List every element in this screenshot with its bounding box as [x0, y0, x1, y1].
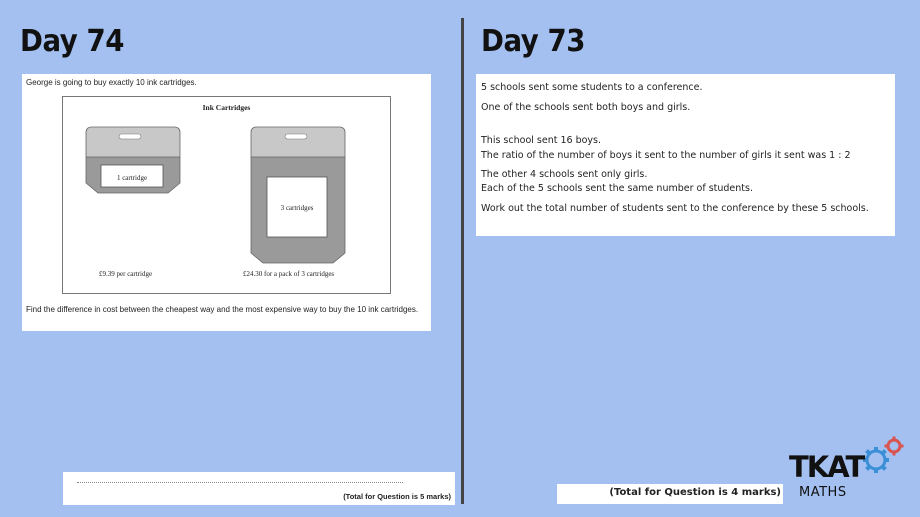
question-text: Find the difference in cost between the cheapest way and the most expensive way to buy the 10 ink cartridges. [26, 305, 419, 314]
answer-line [77, 482, 403, 483]
answer-area-day-73 [557, 484, 783, 504]
divider [461, 18, 464, 504]
tkat-maths-logo [789, 432, 914, 507]
ink-cartridges-diagram [62, 96, 391, 294]
answer-area-day-74 [63, 472, 455, 505]
question-line: This school sent 16 boys. [481, 135, 602, 146]
small-pack-icon [86, 127, 180, 193]
diagram-title: Ink Cartridges [202, 103, 251, 112]
question-line: The ratio of the number of boys it sent to the number of girls it sent was 1 : 2 [481, 150, 851, 161]
question-line: 5 schools sent some students to a conference. [481, 82, 703, 93]
question-card-day-74 [22, 74, 431, 331]
question-line: One of the schools sent both boys and girls. [481, 102, 691, 113]
large-pack-icon [251, 127, 345, 263]
day-74-title: Day 74 [20, 24, 124, 59]
logo-subtitle: MATHS [799, 485, 847, 500]
logo-name: TKAT [789, 450, 864, 484]
question-line: Each of the 5 schools sent the same number of students. [481, 183, 753, 194]
question-line: Work out the total number of students sent to the conference by these 5 schools. [481, 203, 869, 214]
total-marks-day-73: (Total for Question is 4 marks) [609, 487, 781, 498]
question-card-day-73 [476, 74, 895, 236]
question-intro: George is going to buy exactly 10 ink cartridges. [26, 78, 197, 87]
total-marks-day-74: (Total for Question is 5 marks) [343, 492, 451, 501]
price-pack: £24.30 for a pack of 3 cartridges [243, 270, 335, 278]
day-73-title: Day 73 [481, 24, 585, 59]
gears-icon [859, 432, 909, 477]
large-pack-label: 3 cartridges [280, 204, 314, 212]
question-line: The other 4 schools sent only girls. [481, 169, 648, 180]
cartridge-packs-illustration [63, 97, 392, 295]
price-single: £9.39 per cartridge [99, 270, 153, 278]
small-pack-label: 1 cartridge [116, 174, 148, 182]
